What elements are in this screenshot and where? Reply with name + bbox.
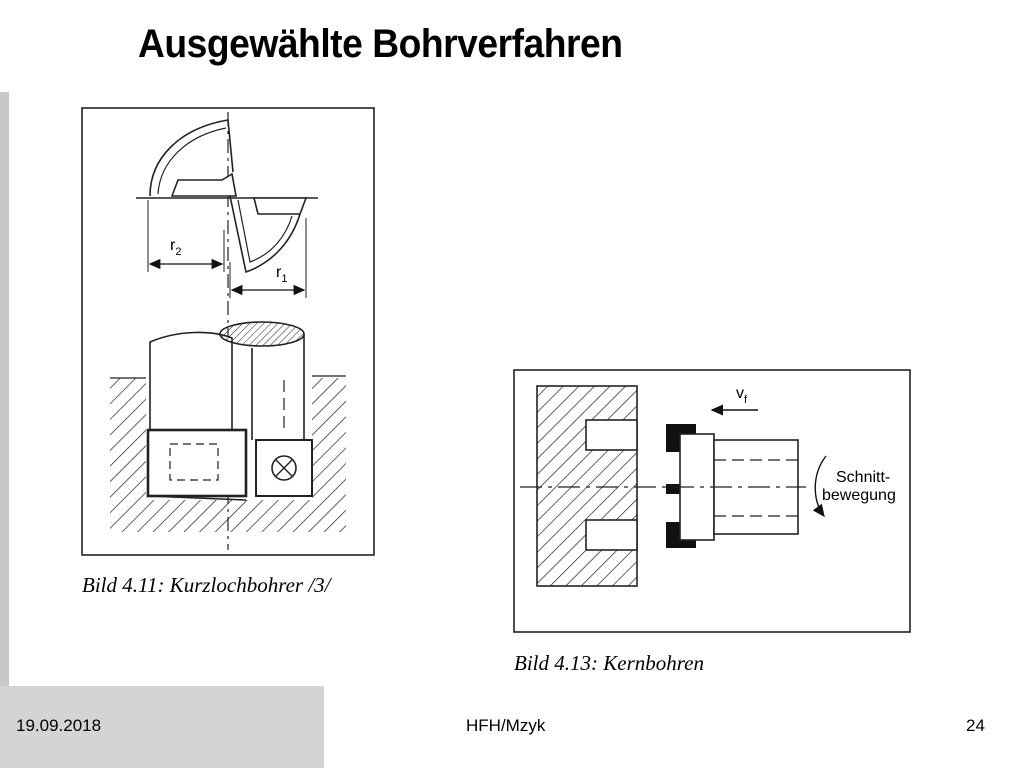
core-workpiece xyxy=(537,386,637,586)
workpiece-left-material xyxy=(110,378,146,532)
core-groove-lower xyxy=(586,520,637,550)
r1-label: $r_1$ xyxy=(276,264,288,285)
drill-body xyxy=(150,332,232,430)
figure-caption-right: Bild 4.13: Kernbohren xyxy=(514,651,704,675)
cutting-motion-label-2: bewegung xyxy=(822,487,896,504)
footer-page-number: 24 xyxy=(966,716,985,735)
upper-insert xyxy=(172,174,236,196)
drill-shank-section xyxy=(220,322,304,346)
core-groove-upper xyxy=(586,420,637,450)
footer-date: 19.09.2018 xyxy=(16,716,102,735)
slide-title: Ausgewählte Bohrverfahren xyxy=(138,22,623,66)
footer-author: HFH/Mzyk xyxy=(466,716,546,735)
feed-velocity-label: $v_f$ xyxy=(736,385,748,406)
lower-insert xyxy=(254,198,306,214)
cutting-motion-label-1: Schnitt- xyxy=(836,469,891,486)
r2-label: $r_2$ xyxy=(170,237,182,258)
workpiece-right-material xyxy=(312,378,346,532)
drill-insert-left xyxy=(148,430,246,496)
core-drilling-figure xyxy=(514,370,910,675)
rotation-arrow xyxy=(815,456,826,516)
workpiece-bottom-material xyxy=(146,500,312,532)
short-hole-drill-figure xyxy=(82,108,374,597)
figure-caption-left: Bild 4.11: Kurzlochbohrer /3/ xyxy=(82,573,331,597)
